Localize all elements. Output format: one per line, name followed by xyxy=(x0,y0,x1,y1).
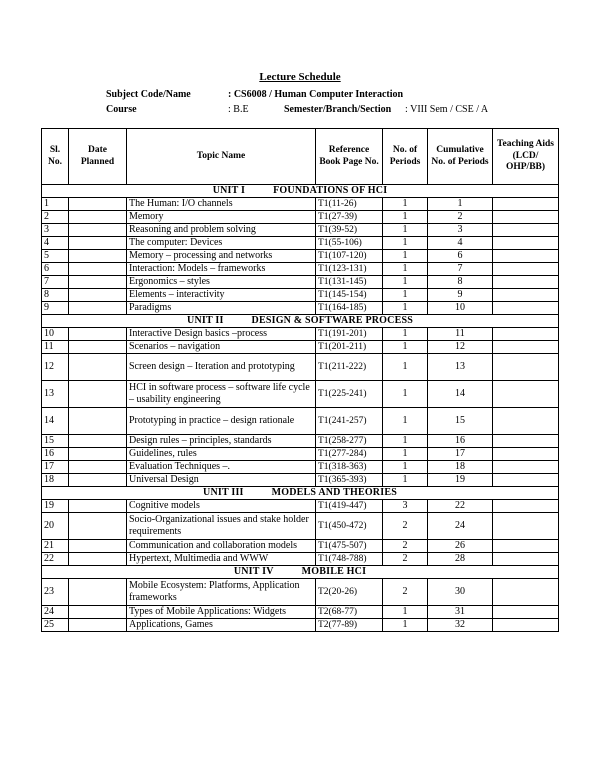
aids-cell xyxy=(493,579,559,606)
unit-heading-row xyxy=(42,185,559,198)
table-row xyxy=(42,619,559,632)
table-row xyxy=(42,408,559,435)
sl-cell: 16 xyxy=(42,448,69,461)
topic-cell: Interactive Design basics –process xyxy=(127,328,316,341)
topic-cell: Memory – processing and networks xyxy=(127,250,316,263)
sl-cell: 3 xyxy=(42,224,69,237)
date-cell xyxy=(69,540,127,553)
date-cell xyxy=(69,302,127,315)
aids-cell xyxy=(493,500,559,513)
aids-cell xyxy=(493,263,559,276)
periods-cell: 1 xyxy=(383,619,428,632)
sl-cell: 20 xyxy=(42,513,69,540)
unit-number: UNIT III xyxy=(203,487,244,498)
unit-number: UNIT I xyxy=(212,185,246,196)
periods-cell: 1 xyxy=(383,435,428,448)
ref-cell: T1(107-120) xyxy=(316,250,383,263)
header-ref: Reference Book Page No. xyxy=(316,129,383,185)
topic-cell: Communication and collaboration models xyxy=(127,540,316,553)
date-cell xyxy=(69,263,127,276)
aids-cell xyxy=(493,408,559,435)
aids-cell xyxy=(493,237,559,250)
sl-cell: 10 xyxy=(42,328,69,341)
topic-cell: Hypertext, Multimedia and WWW xyxy=(127,553,316,566)
table-row xyxy=(42,328,559,341)
sl-cell: 25 xyxy=(42,619,69,632)
sl-cell: 21 xyxy=(42,540,69,553)
schedule-body xyxy=(42,185,559,632)
table-row xyxy=(42,513,559,540)
date-cell xyxy=(69,224,127,237)
ref-cell: T1(164-185) xyxy=(316,302,383,315)
aids-cell xyxy=(493,354,559,381)
sl-cell: 1 xyxy=(42,198,69,211)
date-cell xyxy=(69,461,127,474)
aids-cell xyxy=(493,250,559,263)
periods-cell: 1 xyxy=(383,606,428,619)
semester-label: Semester/Branch/Section xyxy=(284,104,392,115)
table-row xyxy=(42,354,559,381)
sl-cell: 9 xyxy=(42,302,69,315)
table-row xyxy=(42,461,559,474)
periods-cell: 1 xyxy=(383,381,428,408)
table-row xyxy=(42,540,559,553)
ref-cell: T1(27-39) xyxy=(316,211,383,224)
unit-title: FOUNDATIONS OF HCI xyxy=(273,185,388,196)
date-cell xyxy=(69,500,127,513)
date-cell xyxy=(69,448,127,461)
table-row xyxy=(42,276,559,289)
topic-cell: Socio-Organizational issues and stake holder requirements xyxy=(127,513,316,540)
topic-cell: Memory xyxy=(127,211,316,224)
ref-cell: T1(419-447) xyxy=(316,500,383,513)
table-row xyxy=(42,553,559,566)
table-row xyxy=(42,211,559,224)
ref-cell: T1(318-363) xyxy=(316,461,383,474)
cumulative-cell: 7 xyxy=(428,263,493,276)
date-cell xyxy=(69,250,127,263)
sl-cell: 11 xyxy=(42,341,69,354)
sl-cell: 13 xyxy=(42,381,69,408)
cumulative-cell: 8 xyxy=(428,276,493,289)
cumulative-cell: 11 xyxy=(428,328,493,341)
topic-cell: Cognitive models xyxy=(127,500,316,513)
date-cell xyxy=(69,553,127,566)
ref-cell: T1(225-241) xyxy=(316,381,383,408)
sl-cell: 7 xyxy=(42,276,69,289)
periods-cell: 1 xyxy=(383,198,428,211)
aids-cell xyxy=(493,513,559,540)
ref-cell: T2(20-26) xyxy=(316,579,383,606)
aids-cell xyxy=(493,381,559,408)
date-cell xyxy=(69,198,127,211)
page-title: Lecture Schedule xyxy=(259,71,341,83)
periods-cell: 1 xyxy=(383,302,428,315)
course-label: Course xyxy=(106,104,137,115)
cumulative-cell: 17 xyxy=(428,448,493,461)
header-periods: No. of Periods xyxy=(383,129,428,185)
unit-number: UNIT IV xyxy=(233,566,274,577)
periods-cell: 1 xyxy=(383,276,428,289)
topic-cell: Prototyping in practice – design rationale xyxy=(127,408,316,435)
ref-cell: T2(68-77) xyxy=(316,606,383,619)
ref-cell: T1(450-472) xyxy=(316,513,383,540)
sl-cell: 22 xyxy=(42,553,69,566)
date-cell xyxy=(69,513,127,540)
cumulative-cell: 22 xyxy=(428,500,493,513)
header-row xyxy=(42,129,559,185)
date-cell xyxy=(69,289,127,302)
cumulative-cell: 24 xyxy=(428,513,493,540)
subject-label: Subject Code/Name xyxy=(106,89,191,100)
header-sl: Sl. No. xyxy=(42,129,69,185)
table-row xyxy=(42,448,559,461)
topic-cell: Interaction: Models – frameworks xyxy=(127,263,316,276)
unit-heading-row xyxy=(42,566,559,579)
ref-cell: T1(11-26) xyxy=(316,198,383,211)
unit-number: UNIT II xyxy=(187,315,224,326)
periods-cell: 1 xyxy=(383,211,428,224)
periods-cell: 1 xyxy=(383,263,428,276)
cumulative-cell: 32 xyxy=(428,619,493,632)
table-row xyxy=(42,237,559,250)
table-row xyxy=(42,302,559,315)
unit-title: MODELS AND THEORIES xyxy=(271,487,397,498)
date-cell xyxy=(69,276,127,289)
cumulative-cell: 1 xyxy=(428,198,493,211)
ref-cell: T1(201-211) xyxy=(316,341,383,354)
unit-heading-row xyxy=(42,315,559,328)
date-cell xyxy=(69,354,127,381)
table-row xyxy=(42,500,559,513)
unit-heading-row xyxy=(42,487,559,500)
topic-cell: Paradigms xyxy=(127,302,316,315)
cumulative-cell: 30 xyxy=(428,579,493,606)
periods-cell: 3 xyxy=(383,500,428,513)
periods-cell: 1 xyxy=(383,461,428,474)
cumulative-cell: 12 xyxy=(428,341,493,354)
periods-cell: 1 xyxy=(383,354,428,381)
ref-cell: T1(39-52) xyxy=(316,224,383,237)
sl-cell: 8 xyxy=(42,289,69,302)
aids-cell xyxy=(493,474,559,487)
cumulative-cell: 18 xyxy=(428,461,493,474)
periods-cell: 2 xyxy=(383,513,428,540)
aids-cell xyxy=(493,540,559,553)
date-cell xyxy=(69,408,127,435)
sl-cell: 15 xyxy=(42,435,69,448)
ref-cell: T1(277-284) xyxy=(316,448,383,461)
topic-cell: The computer: Devices xyxy=(127,237,316,250)
sl-cell: 2 xyxy=(42,211,69,224)
date-cell xyxy=(69,435,127,448)
date-cell xyxy=(69,474,127,487)
periods-cell: 1 xyxy=(383,341,428,354)
unit-heading xyxy=(42,487,559,500)
aids-cell xyxy=(493,435,559,448)
cumulative-cell: 31 xyxy=(428,606,493,619)
unit-title: DESIGN & SOFTWARE PROCESS xyxy=(251,315,413,326)
aids-cell xyxy=(493,198,559,211)
date-cell xyxy=(69,579,127,606)
ref-cell: T1(365-393) xyxy=(316,474,383,487)
date-cell xyxy=(69,211,127,224)
header-aids: Teaching Aids (LCD/ OHP/BB) xyxy=(493,129,559,185)
sl-cell: 14 xyxy=(42,408,69,435)
periods-cell: 1 xyxy=(383,289,428,302)
periods-cell: 1 xyxy=(383,237,428,250)
cumulative-cell: 16 xyxy=(428,435,493,448)
table-row xyxy=(42,474,559,487)
date-cell xyxy=(69,328,127,341)
topic-cell: Types of Mobile Applications: Widgets xyxy=(127,606,316,619)
aids-cell xyxy=(493,553,559,566)
unit-title: MOBILE HCI xyxy=(301,566,367,577)
cumulative-cell: 15 xyxy=(428,408,493,435)
date-cell xyxy=(69,606,127,619)
sl-cell: 19 xyxy=(42,500,69,513)
cumulative-cell: 3 xyxy=(428,224,493,237)
date-cell xyxy=(69,237,127,250)
aids-cell xyxy=(493,224,559,237)
table-row xyxy=(42,224,559,237)
aids-cell xyxy=(493,289,559,302)
topic-cell: Mobile Ecosystem: Platforms, Application frameworks xyxy=(127,579,316,606)
cumulative-cell: 28 xyxy=(428,553,493,566)
cumulative-cell: 2 xyxy=(428,211,493,224)
periods-cell: 1 xyxy=(383,448,428,461)
aids-cell xyxy=(493,448,559,461)
table-row xyxy=(42,289,559,302)
date-cell xyxy=(69,619,127,632)
ref-cell: T1(123-131) xyxy=(316,263,383,276)
topic-cell: HCI in software process – software life cycle – usability engineering xyxy=(127,381,316,408)
ref-cell: T1(475-507) xyxy=(316,540,383,553)
sl-cell: 5 xyxy=(42,250,69,263)
ref-cell: T1(131-145) xyxy=(316,276,383,289)
periods-cell: 2 xyxy=(383,540,428,553)
table-row xyxy=(42,198,559,211)
sl-cell: 23 xyxy=(42,579,69,606)
topic-cell: Screen design – Iteration and prototyping xyxy=(127,354,316,381)
topic-cell: The Human: I/O channels xyxy=(127,198,316,211)
topic-cell: Reasoning and problem solving xyxy=(127,224,316,237)
aids-cell xyxy=(493,606,559,619)
topic-cell: Scenarios – navigation xyxy=(127,341,316,354)
table-row xyxy=(42,606,559,619)
table-row xyxy=(42,250,559,263)
periods-cell: 2 xyxy=(383,579,428,606)
semester-value: : VIII Sem / CSE / A xyxy=(405,104,489,115)
lecture-schedule-table xyxy=(41,128,559,632)
table-row xyxy=(42,341,559,354)
table-row xyxy=(42,435,559,448)
sl-cell: 18 xyxy=(42,474,69,487)
table-row xyxy=(42,381,559,408)
unit-heading xyxy=(42,185,559,198)
cumulative-cell: 4 xyxy=(428,237,493,250)
ref-cell: T1(145-154) xyxy=(316,289,383,302)
ref-cell: T1(211-222) xyxy=(316,354,383,381)
topic-cell: Ergonomics – styles xyxy=(127,276,316,289)
ref-cell: T1(191-201) xyxy=(316,328,383,341)
periods-cell: 1 xyxy=(383,408,428,435)
cumulative-cell: 10 xyxy=(428,302,493,315)
topic-cell: Evaluation Techniques –. xyxy=(127,461,316,474)
unit-heading xyxy=(42,566,559,579)
ref-cell: T1(241-257) xyxy=(316,408,383,435)
subject-value: : CS6008 / Human Computer Interaction xyxy=(228,89,404,100)
date-cell xyxy=(69,341,127,354)
cumulative-cell: 26 xyxy=(428,540,493,553)
periods-cell: 1 xyxy=(383,328,428,341)
sl-cell: 6 xyxy=(42,263,69,276)
periods-cell: 1 xyxy=(383,224,428,237)
sl-cell: 12 xyxy=(42,354,69,381)
aids-cell xyxy=(493,276,559,289)
aids-cell xyxy=(493,461,559,474)
cumulative-cell: 14 xyxy=(428,381,493,408)
topic-cell: Guidelines, rules xyxy=(127,448,316,461)
aids-cell xyxy=(493,211,559,224)
cumulative-cell: 6 xyxy=(428,250,493,263)
cumulative-cell: 9 xyxy=(428,289,493,302)
sl-cell: 17 xyxy=(42,461,69,474)
ref-cell: T1(258-277) xyxy=(316,435,383,448)
ref-cell: T1(748-788) xyxy=(316,553,383,566)
sl-cell: 24 xyxy=(42,606,69,619)
cumulative-cell: 19 xyxy=(428,474,493,487)
sl-cell: 4 xyxy=(42,237,69,250)
topic-cell: Applications, Games xyxy=(127,619,316,632)
course-value: : B.E xyxy=(228,104,249,115)
periods-cell: 2 xyxy=(383,553,428,566)
header-date: Date Planned xyxy=(69,129,127,185)
topic-cell: Design rules – principles, standards xyxy=(127,435,316,448)
periods-cell: 1 xyxy=(383,250,428,263)
topic-cell: Universal Design xyxy=(127,474,316,487)
aids-cell xyxy=(493,328,559,341)
date-cell xyxy=(69,381,127,408)
unit-heading xyxy=(42,315,559,328)
cumulative-cell: 13 xyxy=(428,354,493,381)
topic-cell: Elements – interactivity xyxy=(127,289,316,302)
ref-cell: T2(77-89) xyxy=(316,619,383,632)
aids-cell xyxy=(493,619,559,632)
table-row xyxy=(42,263,559,276)
ref-cell: T1(55-106) xyxy=(316,237,383,250)
header-cumulative: Cumulative No. of Periods xyxy=(428,129,493,185)
aids-cell xyxy=(493,302,559,315)
header-topic: Topic Name xyxy=(127,129,316,185)
periods-cell: 1 xyxy=(383,474,428,487)
aids-cell xyxy=(493,341,559,354)
table-row xyxy=(42,579,559,606)
